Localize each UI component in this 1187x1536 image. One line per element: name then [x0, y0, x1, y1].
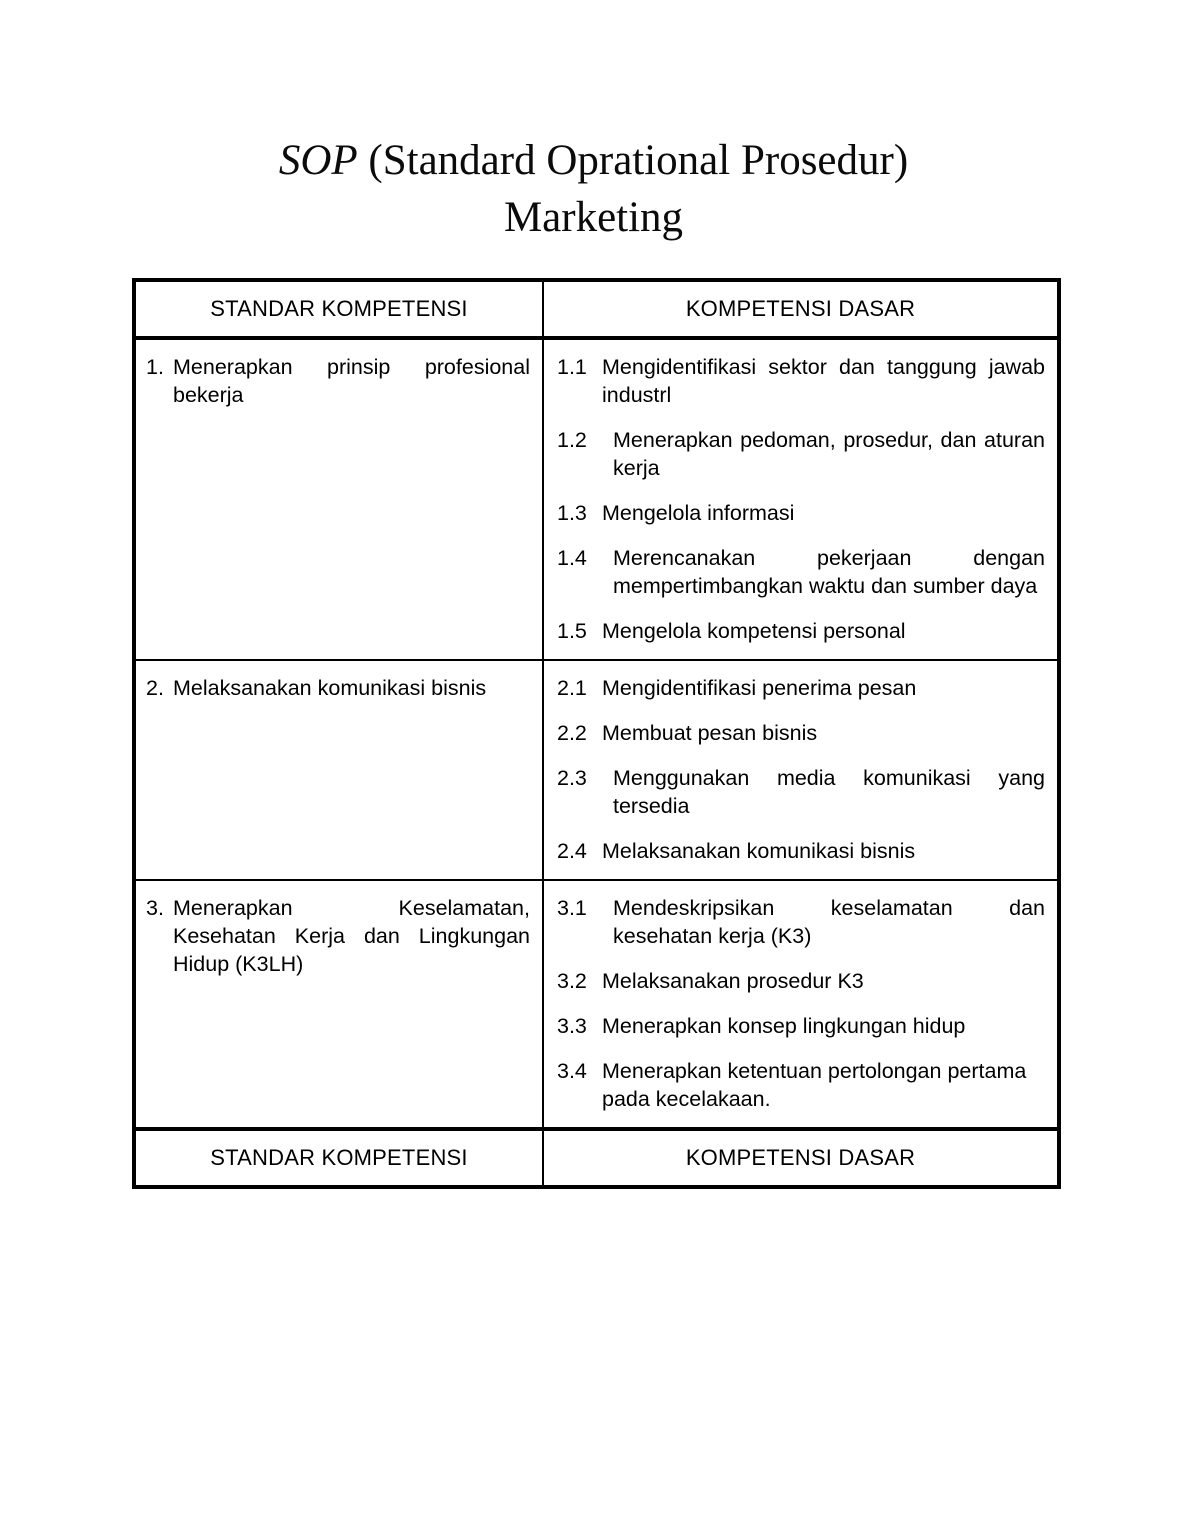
list-item: [557, 967, 1045, 995]
list-item: [557, 353, 1045, 409]
item-text: Menerapkan ketentuan pertolongan pertama pada kecelakaan.: [602, 1059, 1027, 1111]
item-number: 1.2: [557, 428, 587, 452]
item-number: 3.: [146, 896, 164, 920]
item-number: 1.: [146, 355, 164, 379]
standar-kompetensi-cell: [134, 338, 543, 660]
item-text: Mengelola informasi: [602, 501, 795, 525]
item-text: Mendeskripsikan keselamatan dan kesehatan kerja (K3): [613, 896, 1045, 948]
table-row: [134, 338, 1059, 660]
header-cell-standar-kompetensi: STANDAR KOMPETENSI: [134, 280, 543, 338]
list-item: [557, 426, 1045, 482]
item-text: Melaksanakan komunikasi bisnis: [602, 839, 916, 863]
item-number: 2.1: [557, 676, 587, 700]
item-text: Membuat pesan bisnis: [602, 721, 818, 745]
list-item: [557, 674, 1045, 702]
item-number: 3.3: [557, 1014, 587, 1038]
item-number: 1.4: [557, 546, 587, 570]
item-text: Menerapkan prinsip profesional bekerja: [173, 355, 530, 407]
standar-kompetensi-cell: [134, 660, 543, 880]
list-item: [557, 837, 1045, 865]
item-number: 1.1: [557, 355, 587, 379]
item-text: Menerapkan Keselamatan, Kesehatan Kerja dan Lingkungan Hidup (K3LH): [173, 896, 530, 976]
standar-kompetensi-cell: [134, 880, 543, 1129]
item-number: 3.2: [557, 969, 587, 993]
item-text: Melaksanakan komunikasi bisnis: [173, 676, 487, 700]
item-number: 3.4: [557, 1059, 587, 1083]
item-number: 2.: [146, 676, 164, 700]
list-item: [557, 764, 1045, 820]
item-number: 1.5: [557, 619, 587, 643]
list-item: [557, 719, 1045, 747]
item-text: Merencanakan pekerjaan dengan mempertimbangkan waktu dan sumber daya: [613, 546, 1045, 598]
list-item: [557, 544, 1045, 600]
item-number: 1.3: [557, 501, 587, 525]
header-cell-kompetensi-dasar: KOMPETENSI DASAR: [543, 280, 1059, 338]
list-item: [146, 894, 530, 978]
table-header-row: [134, 280, 1059, 338]
list-item: [557, 617, 1045, 645]
item-number: 2.4: [557, 839, 587, 863]
table-footer-row: [134, 1129, 1059, 1187]
item-number: 2.3: [557, 766, 587, 790]
item-text: Mengelola kompetensi personal: [602, 619, 906, 643]
kompetensi-dasar-cell: [543, 880, 1059, 1129]
page-title: [0, 132, 1187, 246]
list-item: [146, 353, 530, 409]
item-text: Menerapkan pedoman, prosedur, dan aturan kerja: [613, 428, 1045, 480]
kompetensi-dasar-cell: [543, 660, 1059, 880]
title-sop-acronym: SOP: [278, 137, 358, 184]
item-text: Menggunakan media komunikasi yang tersedia: [613, 766, 1045, 818]
item-number: 3.1: [557, 896, 587, 920]
list-item: [146, 674, 530, 702]
item-text: Mengidentifikasi penerima pesan: [602, 676, 917, 700]
title-expansion: (Standard Oprational Prosedur): [357, 137, 909, 184]
table-row: [134, 660, 1059, 880]
title-line-1: [0, 132, 1187, 189]
item-text: Melaksanakan prosedur K3: [602, 969, 864, 993]
footer-cell-standar-kompetensi: STANDAR KOMPETENSI: [134, 1129, 543, 1187]
item-number: 2.2: [557, 721, 587, 745]
competency-table: [132, 278, 1061, 1189]
list-item: [557, 1057, 1045, 1113]
table-row: [134, 880, 1059, 1129]
list-item: [557, 499, 1045, 527]
item-text: Menerapkan konsep lingkungan hidup: [602, 1014, 966, 1038]
item-text: Mengidentifikasi sektor dan tanggung jawab industrl: [602, 355, 1045, 407]
title-line-2: Marketing: [503, 194, 684, 241]
footer-cell-kompetensi-dasar: KOMPETENSI DASAR: [543, 1129, 1059, 1187]
kompetensi-dasar-cell: [543, 338, 1059, 660]
list-item: [557, 894, 1045, 950]
list-item: [557, 1012, 1045, 1040]
